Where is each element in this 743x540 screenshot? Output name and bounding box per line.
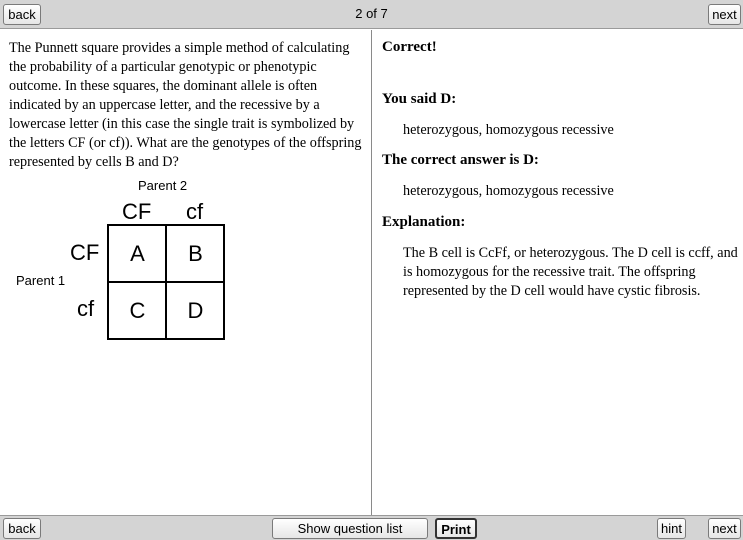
row-header-recessive: cf [77, 296, 95, 321]
show-question-list-button[interactable]: Show question list [272, 518, 428, 539]
top-nav-bar [0, 0, 743, 29]
print-button[interactable]: Print [435, 518, 477, 539]
col-header-recessive: cf [186, 199, 204, 224]
explanation-text: The B cell is CcFf, or heterozygous. The D cell is ccff, and is homozygous for the recessive trait. The offspring represented by the D cell would have cystic fibrosis. [403, 245, 738, 299]
question-text: The Punnett square provides a simple method of calculating the probability of a particular genotypic or phenotypic outcome. In these squares, the dominant allele is often indicated by an uppercase letter, and the recessive by a lowercase letter (in this case the single trait is symbolized by the letters CF (or cf)). What are the genotypes of the offspring represented by cells B and D? [9, 40, 362, 170]
cell-d: D [187, 298, 204, 323]
question-counter: 2 of 7 [355, 6, 388, 21]
row-header-dominant: CF [70, 240, 100, 265]
parent2-label: Parent 2 [138, 178, 188, 193]
you-said-answer: heterozygous, homozygous recessive [403, 122, 614, 138]
cell-a: A [130, 241, 145, 266]
back-button-bottom[interactable]: back [3, 518, 41, 539]
parent1-label: Parent 1 [16, 273, 66, 288]
correct-answer-text: heterozygous, homozygous recessive [403, 183, 614, 199]
next-button-bottom[interactable]: next [708, 518, 741, 539]
question-pane [0, 30, 372, 515]
cell-b: B [188, 241, 203, 266]
correct-answer-label: The correct answer is D: [382, 152, 539, 168]
bottom-toolbar [0, 515, 743, 540]
hint-button[interactable]: hint [657, 518, 686, 539]
result-status: Correct! [382, 39, 437, 55]
punnett-grid [107, 224, 225, 340]
feedback-pane [373, 30, 743, 515]
back-button-top[interactable]: back [3, 4, 41, 25]
you-said-label: You said D: [382, 91, 457, 107]
explanation-label: Explanation: [382, 214, 466, 230]
cell-c: C [129, 298, 146, 323]
next-button-top[interactable]: next [708, 4, 741, 25]
col-header-dominant: CF [122, 199, 152, 224]
